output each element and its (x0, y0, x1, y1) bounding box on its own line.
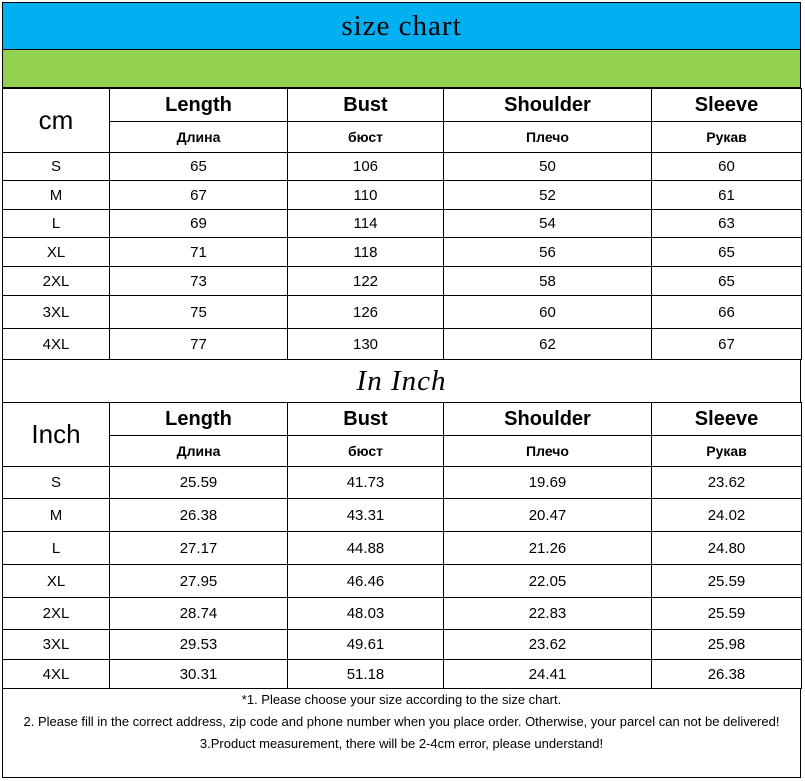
inch-title: In Inch (356, 364, 447, 397)
table-row (3, 267, 802, 296)
size-cell: 2XL (3, 267, 110, 296)
column-header: Sleeve (652, 403, 802, 436)
value-cell: 66 (652, 296, 802, 329)
value-cell: 25.59 (652, 598, 802, 630)
column-header: Bust (288, 89, 444, 122)
value-cell: 61 (652, 181, 802, 210)
unit-label: cm (3, 89, 110, 153)
value-cell: 54 (444, 210, 652, 238)
value-cell: 23.62 (444, 630, 652, 660)
value-cell: 21.26 (444, 532, 652, 565)
value-cell: 20.47 (444, 499, 652, 532)
value-cell: 110 (288, 181, 444, 210)
column-header-ru: Рукав (652, 436, 802, 467)
column-header-ru: бюст (288, 436, 444, 467)
table-row (3, 598, 802, 630)
table-row (3, 296, 802, 329)
table-row (3, 181, 802, 210)
notes (2, 689, 801, 778)
value-cell: 67 (110, 181, 288, 210)
value-cell: 58 (444, 267, 652, 296)
column-header: Bust (288, 403, 444, 436)
value-cell: 50 (444, 153, 652, 181)
value-cell: 51.18 (288, 660, 444, 689)
value-cell: 27.17 (110, 532, 288, 565)
value-cell: 56 (444, 238, 652, 267)
size-cell: M (3, 499, 110, 532)
table-row (3, 153, 802, 181)
size-cell: 4XL (3, 329, 110, 360)
value-cell: 67 (652, 329, 802, 360)
table-row (3, 660, 802, 689)
value-cell: 30.31 (110, 660, 288, 689)
value-cell: 75 (110, 296, 288, 329)
value-cell: 24.41 (444, 660, 652, 689)
size-cell: L (3, 532, 110, 565)
value-cell: 24.02 (652, 499, 802, 532)
inch-title-bar (2, 360, 801, 402)
value-cell: 29.53 (110, 630, 288, 660)
value-cell: 24.80 (652, 532, 802, 565)
value-cell: 19.69 (444, 467, 652, 499)
value-cell: 43.31 (288, 499, 444, 532)
value-cell: 73 (110, 267, 288, 296)
column-header-ru: Рукав (652, 122, 802, 153)
value-cell: 44.88 (288, 532, 444, 565)
column-header-ru: Плечо (444, 122, 652, 153)
table-row (3, 467, 802, 499)
value-cell: 130 (288, 329, 444, 360)
value-cell: 77 (110, 329, 288, 360)
cm-table (2, 88, 802, 360)
value-cell: 28.74 (110, 598, 288, 630)
size-cell: 4XL (3, 660, 110, 689)
value-cell: 23.62 (652, 467, 802, 499)
value-cell: 69 (110, 210, 288, 238)
value-cell: 65 (652, 267, 802, 296)
value-cell: 27.95 (110, 565, 288, 598)
value-cell: 41.73 (288, 467, 444, 499)
chart-title: size chart (341, 9, 462, 42)
value-cell: 62 (444, 329, 652, 360)
value-cell: 22.05 (444, 565, 652, 598)
table-row (3, 532, 802, 565)
note-line: *1. Please choose your size according to the size chart. (241, 692, 562, 707)
size-cell: L (3, 210, 110, 238)
value-cell: 71 (110, 238, 288, 267)
column-header: Sleeve (652, 89, 802, 122)
column-header: Length (110, 89, 288, 122)
size-cell: S (3, 467, 110, 499)
value-cell: 49.61 (288, 630, 444, 660)
column-header: Shoulder (444, 89, 652, 122)
inch-table (2, 402, 802, 689)
value-cell: 26.38 (652, 660, 802, 689)
value-cell: 118 (288, 238, 444, 267)
green-divider (2, 50, 801, 88)
size-cell: 2XL (3, 598, 110, 630)
header-sub-row (3, 122, 802, 153)
value-cell: 52 (444, 181, 652, 210)
column-header-ru: бюст (288, 122, 444, 153)
unit-label: Inch (3, 403, 110, 467)
value-cell: 25.98 (652, 630, 802, 660)
size-cell: XL (3, 238, 110, 267)
value-cell: 60 (444, 296, 652, 329)
value-cell: 65 (652, 238, 802, 267)
column-header-ru: Плечо (444, 436, 652, 467)
value-cell: 106 (288, 153, 444, 181)
column-header: Length (110, 403, 288, 436)
value-cell: 65 (110, 153, 288, 181)
title-bar (2, 2, 801, 50)
size-cell: M (3, 181, 110, 210)
value-cell: 114 (288, 210, 444, 238)
size-cell: S (3, 153, 110, 181)
header-row (3, 89, 802, 122)
header-row (3, 403, 802, 436)
value-cell: 122 (288, 267, 444, 296)
header-sub-row (3, 436, 802, 467)
table-row (3, 630, 802, 660)
table-row (3, 238, 802, 267)
value-cell: 25.59 (110, 467, 288, 499)
note-line: 3.Product measurement, there will be 2-4cm error, please understand! (199, 736, 604, 751)
value-cell: 126 (288, 296, 444, 329)
column-header-ru: Длина (110, 122, 288, 153)
table-row (3, 329, 802, 360)
value-cell: 46.46 (288, 565, 444, 598)
size-cell: 3XL (3, 296, 110, 329)
size-chart (2, 2, 801, 778)
value-cell: 22.83 (444, 598, 652, 630)
note-line: 2. Please fill in the correct address, zip code and phone number when you place order. Otherwise, your parcel can not be delivered! (23, 714, 780, 729)
value-cell: 48.03 (288, 598, 444, 630)
table-row (3, 499, 802, 532)
size-cell: XL (3, 565, 110, 598)
value-cell: 26.38 (110, 499, 288, 532)
column-header-ru: Длина (110, 436, 288, 467)
table-row (3, 565, 802, 598)
value-cell: 63 (652, 210, 802, 238)
value-cell: 25.59 (652, 565, 802, 598)
table-row (3, 210, 802, 238)
column-header: Shoulder (444, 403, 652, 436)
value-cell: 60 (652, 153, 802, 181)
size-cell: 3XL (3, 630, 110, 660)
